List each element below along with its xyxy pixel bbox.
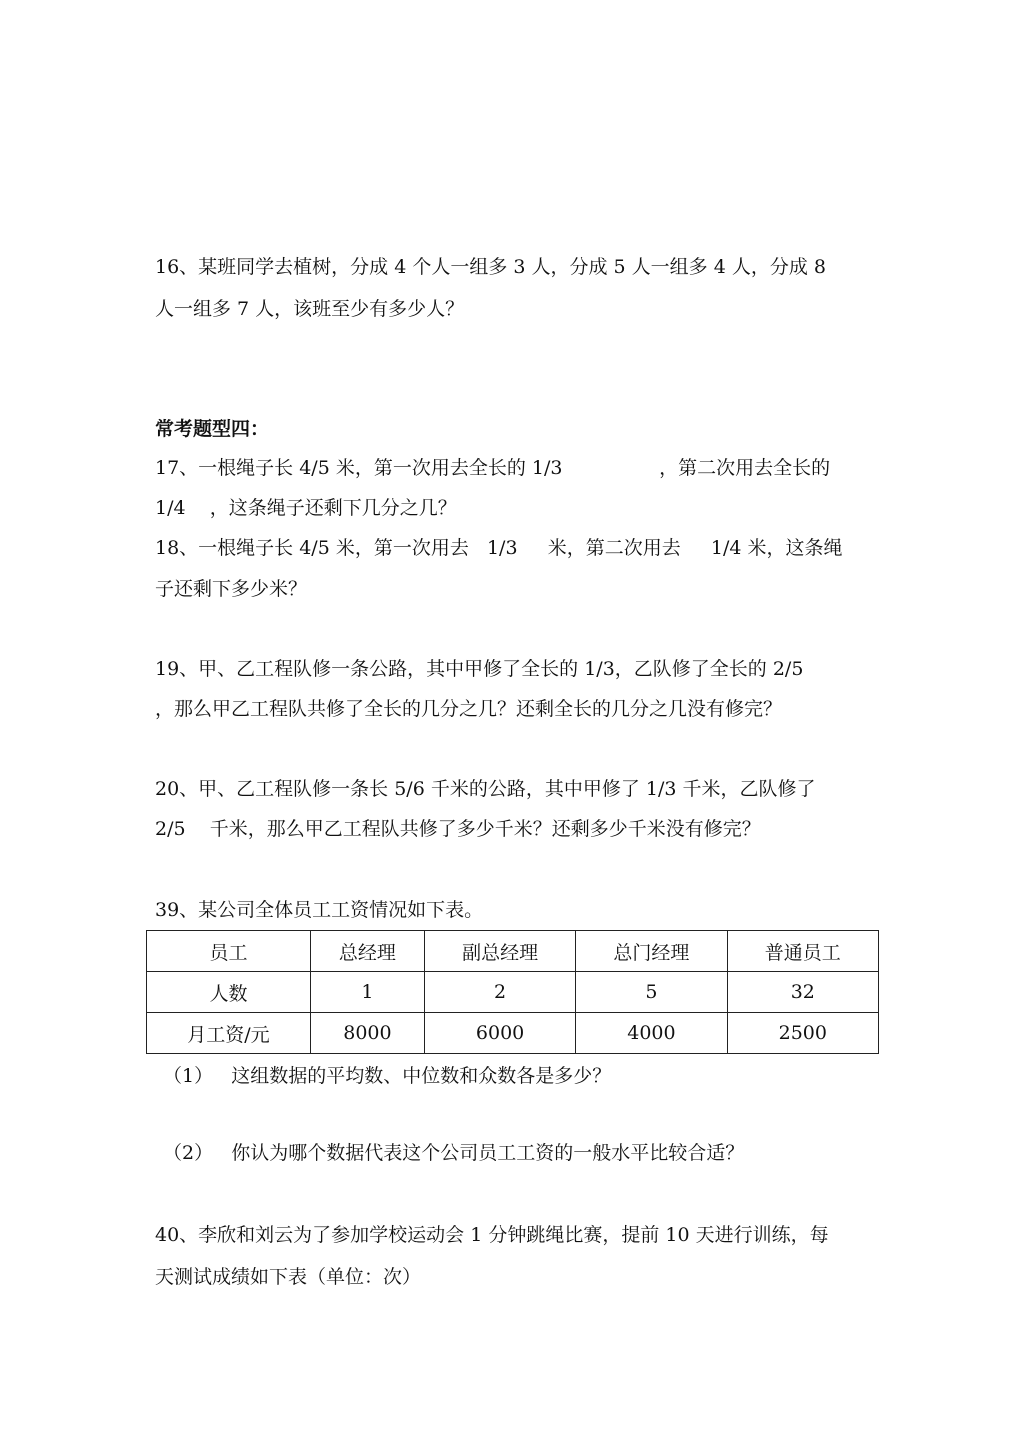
question-19-line-1: 19、甲、乙工程队修一条公路，其中甲修了全长的 1/3，乙队修了全长的 2/5	[155, 658, 804, 680]
salary-table	[146, 930, 879, 1054]
table-cell: 人数	[147, 972, 311, 1013]
table-cell: 总门经理	[576, 931, 727, 972]
question-17-line-2: 1/4 ，这条绳子还剩下几分之几？	[155, 497, 457, 519]
question-16-line-1: 16、某班同学去植树，分成 4 个人一组多 3 人，分成 5 人一组多 4 人，分成 8	[155, 256, 826, 278]
table-row	[147, 1013, 879, 1054]
table-cell: 6000	[424, 1013, 575, 1054]
question-39-sub-1: （1） 这组数据的平均数、中位数和众数各是多少？	[163, 1065, 612, 1087]
table-cell: 月工资/元	[147, 1013, 311, 1054]
table-cell: 8000	[310, 1013, 424, 1054]
table-cell: 2	[424, 972, 575, 1013]
question-20-line-1: 20、甲、乙工程队修一条长 5/6 千米的公路，其中甲修了 1/3 千米，乙队修了	[155, 778, 816, 800]
table-cell: 副总经理	[424, 931, 575, 972]
table-row	[147, 972, 879, 1013]
question-17-line-1: 17、一根绳子长 4/5 米，第一次用去全长的 1/3 ，第二次用去全长的	[155, 457, 831, 479]
question-40-line-2: 天测试成绩如下表（单位：次）	[155, 1266, 422, 1288]
question-39-sub-2: （2） 你认为哪个数据代表这个公司员工工资的一般水平比较合适？	[163, 1142, 745, 1164]
table-cell: 2500	[727, 1013, 878, 1054]
table-cell: 32	[727, 972, 878, 1013]
question-19-line-2: ，那么甲乙工程队共修了全长的几分之几？还剩全长的几分之几没有修完？	[155, 698, 783, 720]
question-16-line-2: 人一组多 7 人，该班至少有多少人？	[155, 298, 465, 320]
table-cell: 员工	[147, 931, 311, 972]
question-40-line-1: 40、李欣和刘云为了参加学校运动会 1 分钟跳绳比赛，提前 10 天进行训练，每	[155, 1224, 829, 1246]
table-cell: 4000	[576, 1013, 727, 1054]
question-20-line-2: 2/5 千米，那么甲乙工程队共修了多少千米？还剩多少千米没有修完？	[155, 818, 761, 840]
section-heading: 常考题型四：	[155, 418, 270, 440]
question-18-line-2: 子还剩下多少米？	[155, 578, 308, 600]
question-18-line-1: 18、一根绳子长 4/5 米，第一次用去 1/3 米，第二次用去 1/4 米，这条绳	[155, 537, 843, 559]
table-header-row	[147, 931, 879, 972]
table-cell: 1	[310, 972, 424, 1013]
table-cell: 普通员工	[727, 931, 878, 972]
table-cell: 总经理	[310, 931, 424, 972]
question-39-intro: 39、某公司全体员工工资情况如下表。	[155, 899, 484, 921]
table-cell: 5	[576, 972, 727, 1013]
